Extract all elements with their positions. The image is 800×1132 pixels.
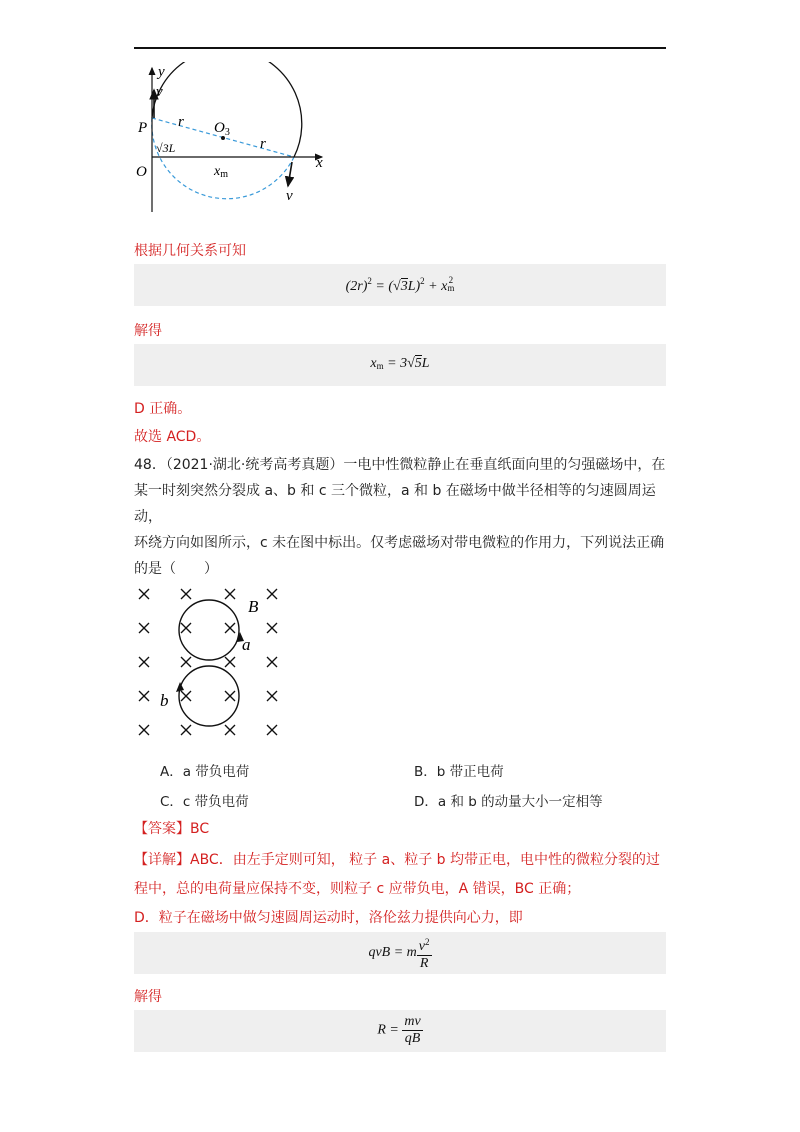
- question-48: [134, 452, 674, 582]
- geometry-note: 根据几何关系可知: [134, 243, 246, 259]
- question-line: 某一时刻突然分裂成 a、b 和 c 三个微粒，a 和 b 在磁场中做半径相等的匀速圆周运动，: [134, 483, 656, 525]
- equation-box-4: [134, 1010, 666, 1052]
- detail-head: 【详解】: [134, 852, 190, 868]
- option-c: C．c 带负电荷: [160, 794, 249, 810]
- field-cross: [267, 623, 277, 633]
- label-sqrt3L: √3L: [156, 141, 176, 155]
- choose-answer: 故选 ACD。: [134, 429, 211, 445]
- label-b: b: [160, 691, 169, 710]
- field-cross: [181, 657, 191, 667]
- label-B: B: [248, 597, 259, 616]
- field-cross: [267, 691, 277, 701]
- d-correct: D 正确。: [134, 401, 192, 417]
- label-P: P: [138, 120, 148, 136]
- solve-label-1: 解得: [134, 323, 162, 339]
- field-cross: [267, 589, 277, 599]
- label-a: a: [242, 635, 251, 654]
- field-cross: [139, 657, 149, 667]
- equation-box-1: [134, 264, 666, 306]
- arrow-b: [176, 682, 184, 692]
- circle-motion-figure: [134, 62, 334, 222]
- label-xm: xm: [214, 164, 228, 180]
- field-cross: [139, 725, 149, 735]
- detail-line: D．粒子在磁场中做匀速圆周运动时，洛伦兹力提供向心力，即: [134, 910, 523, 926]
- label-r1: r: [178, 114, 184, 130]
- label-x: x: [316, 155, 323, 171]
- solve-label-2: 解得: [134, 989, 162, 1005]
- field-cross: [267, 725, 277, 735]
- field-cross: [267, 657, 277, 667]
- label-O3: $O_3$: [214, 120, 230, 138]
- field-cross: [225, 725, 235, 735]
- equation-box-3: [134, 932, 666, 974]
- label-v-top: v: [156, 84, 163, 100]
- detail-line: 程中，总的电荷量应保持不变，则粒子 c 应带负电，A 错误，BC 正确；: [134, 881, 581, 897]
- equation-1: $(2r)^2 = (√3L)^2 + x$ 2 m: [345, 275, 455, 294]
- field-cross: [139, 623, 149, 633]
- equation-box-2: [134, 344, 666, 386]
- field-cross: [181, 725, 191, 735]
- answer-line: 【答案】BC: [134, 821, 210, 837]
- detail-line: 【详解】ABC．由左手定则可知， 粒子 a、粒子 b 均带正电，电中性的微粒分裂的过: [134, 852, 660, 868]
- detail-block: [134, 846, 674, 933]
- field-cross: [139, 589, 149, 599]
- field-cross: [225, 691, 235, 701]
- equation-3: qvB = m $\frac{v^2}{R}$: [134, 934, 666, 972]
- equation-2: $x_m = 3√5L$: [370, 356, 430, 371]
- field-cross: [181, 623, 191, 633]
- label-r2: r: [260, 136, 266, 152]
- field-cross: [139, 691, 149, 701]
- label-O: O: [136, 164, 147, 180]
- label-v-bottom: v: [286, 188, 293, 204]
- question-line: 的是（ ）: [134, 561, 218, 577]
- option-b: B．b 带正电荷: [414, 764, 504, 780]
- option-a: A．a 带负电荷: [160, 764, 250, 780]
- top-rule: [134, 47, 666, 49]
- equation-4: R = $\frac{mv}{qB}$: [377, 1014, 421, 1046]
- field-cross: [181, 691, 191, 701]
- option-d: D．a 和 b 的动量大小一定相等: [414, 794, 603, 810]
- field-cross: [225, 589, 235, 599]
- label-y: y: [158, 64, 165, 80]
- question-line: 48．（2021·湖北·统考高考真题）一电中性微粒静止在垂直纸面向里的匀强磁场中，在: [134, 457, 666, 473]
- field-cross: [225, 657, 235, 667]
- field-cross: [181, 589, 191, 599]
- question-line: 环绕方向如图所示，c 未在图中标出。仅考虑磁场对带电微粒的作用力，下列说法正确: [134, 535, 665, 551]
- field-cross: [225, 623, 235, 633]
- magnetic-field-figure: [134, 582, 294, 740]
